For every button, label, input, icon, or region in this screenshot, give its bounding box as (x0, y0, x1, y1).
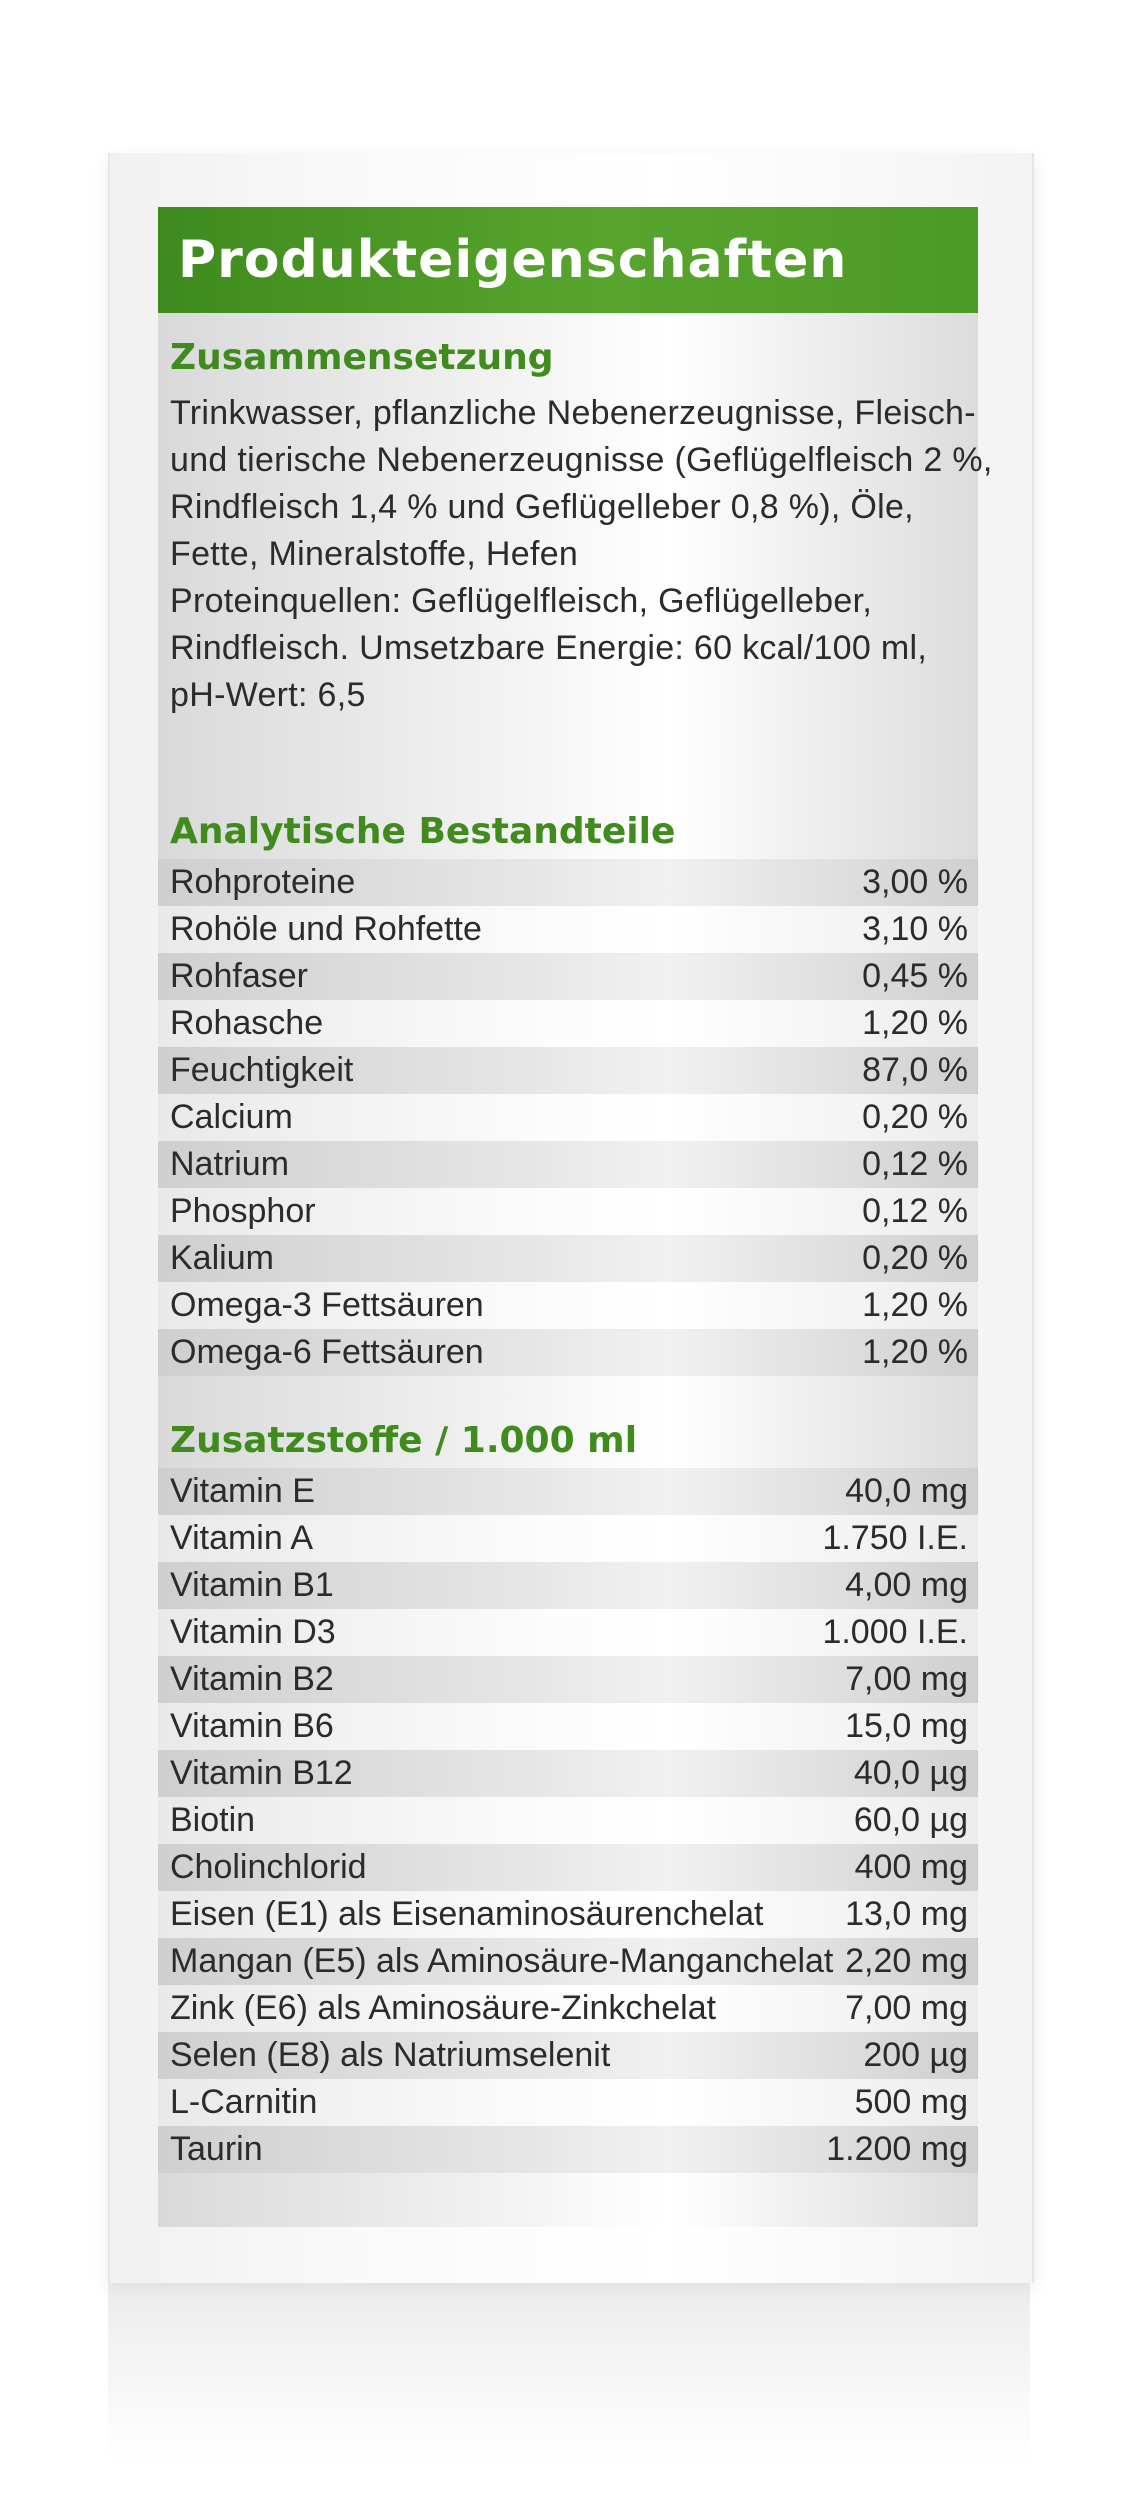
additives-table (158, 1468, 978, 2173)
row-label: Calcium (170, 1098, 293, 1136)
composition-line: und tierische Nebenerzeugnisse (Geflügelfleisch 2 %, (170, 441, 993, 479)
table-row (158, 1750, 978, 1797)
composition-title: Zusammensetzung (170, 337, 554, 378)
analytics-table (158, 859, 978, 1376)
row-label: Vitamin B12 (170, 1754, 353, 1792)
composition-line: Trinkwasser, pflanzliche Nebenerzeugnisse, Fleisch- (170, 394, 976, 432)
row-label: Feuchtigkeit (170, 1051, 354, 1089)
table-row (158, 1094, 978, 1141)
table-row (158, 2079, 978, 2126)
row-label: Omega-6 Fettsäuren (170, 1333, 484, 1371)
table-row (158, 1515, 978, 1562)
row-value: 0,12 % (862, 1145, 968, 1183)
composition-line: Rindfleisch. Umsetzbare Energie: 60 kcal/100 ml, (170, 629, 928, 667)
row-value: 0,45 % (862, 957, 968, 995)
row-value: 0,12 % (862, 1192, 968, 1230)
row-label: Zink (E6) als Aminosäure-Zinkchelat (170, 1989, 717, 2027)
row-label: Phosphor (170, 1192, 316, 1230)
table-row (158, 1562, 978, 1609)
row-label: Rohasche (170, 1004, 324, 1042)
table-row (158, 859, 978, 906)
table-row (158, 2032, 978, 2079)
row-label: Taurin (170, 2130, 263, 2168)
table-row (158, 1282, 978, 1329)
row-label: Vitamin D3 (170, 1613, 336, 1651)
row-label: Eisen (E1) als Eisenaminosäurenchelat (170, 1895, 764, 1933)
table-row (158, 1047, 978, 1094)
row-label: Omega-3 Fettsäuren (170, 1286, 484, 1324)
table-row (158, 953, 978, 1000)
table-row (158, 1188, 978, 1235)
row-value: 2,20 mg (845, 1942, 968, 1980)
additives-title: Zusatzstoffe / 1.000 ml (170, 1420, 638, 1461)
row-label: Vitamin B6 (170, 1707, 334, 1745)
header-bar (158, 207, 978, 313)
row-label: Rohfaser (170, 957, 308, 995)
row-label: Vitamin B1 (170, 1566, 334, 1604)
table-row (158, 1468, 978, 1515)
row-label: Vitamin E (170, 1472, 315, 1510)
table-row (158, 1609, 978, 1656)
row-value: 3,10 % (862, 910, 968, 948)
table-row (158, 1891, 978, 1938)
row-label: Natrium (170, 1145, 290, 1183)
row-value: 7,00 mg (845, 1660, 968, 1698)
row-label: Vitamin A (170, 1519, 314, 1557)
row-value: 40,0 mg (845, 1472, 968, 1510)
table-row (158, 1703, 978, 1750)
row-value: 400 mg (854, 1848, 968, 1886)
composition-text (170, 390, 993, 719)
row-value: 1,20 % (862, 1333, 968, 1371)
row-value: 13,0 mg (845, 1895, 968, 1933)
page-title: Produkteigenschaften (178, 230, 848, 290)
table-row (158, 1329, 978, 1376)
table-row (158, 1141, 978, 1188)
row-value: 15,0 mg (845, 1707, 968, 1745)
row-value: 4,00 mg (845, 1566, 968, 1604)
box-reflection (108, 2283, 1030, 2463)
table-row (158, 2126, 978, 2173)
row-value: 87,0 % (862, 1051, 968, 1089)
row-value: 0,20 % (862, 1239, 968, 1277)
row-value: 1,20 % (862, 1286, 968, 1324)
row-label: Mangan (E5) als Aminosäure-Manganchelat (170, 1942, 834, 1980)
table-row (158, 1235, 978, 1282)
row-value: 1,20 % (862, 1004, 968, 1042)
row-label: Cholinchlorid (170, 1848, 367, 1886)
row-value: 200 µg (863, 2036, 968, 2074)
row-label: Rohöle und Rohfette (170, 910, 482, 948)
composition-line: pH-Wert: 6,5 (170, 676, 366, 714)
row-value: 7,00 mg (845, 1989, 968, 2027)
table-row (158, 1938, 978, 1985)
row-value: 40,0 µg (853, 1754, 968, 1792)
row-value: 60,0 µg (853, 1801, 968, 1839)
row-label: Selen (E8) als Natriumselenit (170, 2036, 611, 2074)
table-row (158, 1656, 978, 1703)
composition-line: Fette, Mineralstoffe, Hefen (170, 535, 579, 573)
analytics-title: Analytische Bestandteile (170, 811, 676, 852)
row-label: Kalium (170, 1239, 274, 1277)
composition-line: Proteinquellen: Geflügelfleisch, Geflügelleber, (170, 582, 873, 620)
row-label: Vitamin B2 (170, 1660, 334, 1698)
table-row (158, 1844, 978, 1891)
row-label: Biotin (170, 1801, 256, 1839)
composition-line: Rindfleisch 1,4 % und Geflügelleber 0,8 %), Öle, (170, 488, 914, 526)
table-row (158, 1000, 978, 1047)
row-label: Rohproteine (170, 863, 356, 901)
table-row (158, 1985, 978, 2032)
row-value: 1.200 mg (826, 2130, 968, 2168)
row-value: 500 mg (854, 2083, 968, 2121)
table-row (158, 1797, 978, 1844)
row-value: 1.000 I.E. (822, 1613, 968, 1651)
row-value: 0,20 % (862, 1098, 968, 1136)
row-value: 1.750 I.E. (822, 1519, 968, 1557)
row-label: L-Carnitin (170, 2083, 318, 2121)
row-value: 3,00 % (862, 863, 968, 901)
table-row (158, 906, 978, 953)
